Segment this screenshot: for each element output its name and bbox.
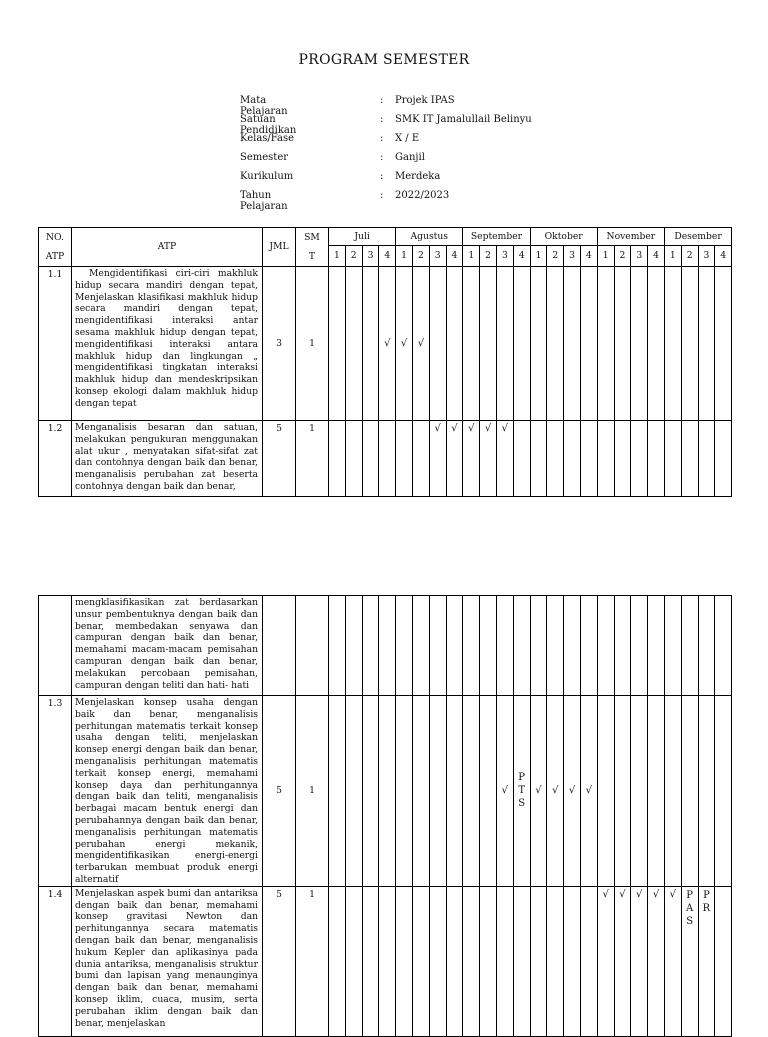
week-cell xyxy=(614,267,631,421)
week-cell xyxy=(379,886,396,1036)
week-number: 4 xyxy=(715,246,732,267)
week-cell xyxy=(631,596,648,696)
week-cell xyxy=(513,421,530,497)
atp-description: mengklasifikasikan zat berdasarkan unsur pembentuknya dengan baik dan benar, membedakan senyawa dan campuran dengan baik dan benar, memahami macam-macam pemisahan campuran dengan baik dan benar, melakukan percobaan pemisahan, campuran dengan teliti dan hati- hati xyxy=(72,596,263,696)
week-cell xyxy=(446,267,463,421)
week-number: 4 xyxy=(580,246,597,267)
week-cell xyxy=(513,267,530,421)
week-cell xyxy=(463,696,480,887)
week-check-mark: √ xyxy=(597,886,614,1036)
week-number: 3 xyxy=(698,246,715,267)
info-colon: : xyxy=(380,190,384,201)
week-number: 4 xyxy=(379,246,396,267)
row-smt: 1 xyxy=(296,696,329,887)
week-check-mark: √ xyxy=(379,267,396,421)
week-number: 2 xyxy=(547,246,564,267)
week-check-mark: √ xyxy=(463,421,480,497)
week-cell xyxy=(463,267,480,421)
week-check-mark: √ xyxy=(631,886,648,1036)
week-cell xyxy=(513,886,530,1036)
week-cell xyxy=(580,267,597,421)
week-cell xyxy=(530,596,547,696)
week-cell xyxy=(715,267,732,421)
week-cell xyxy=(530,421,547,497)
week-check-mark: √ xyxy=(664,886,681,1036)
week-number: 4 xyxy=(513,246,530,267)
week-cell xyxy=(345,596,362,696)
week-cell xyxy=(580,596,597,696)
week-cell xyxy=(379,421,396,497)
info-colon: : xyxy=(380,114,384,125)
week-cell xyxy=(564,267,581,421)
header-smt xyxy=(296,228,329,267)
week-check-mark: √ xyxy=(412,267,429,421)
week-cell xyxy=(580,421,597,497)
week-check-mark: √ xyxy=(564,696,581,887)
week-cell xyxy=(597,421,614,497)
week-number: 3 xyxy=(362,246,379,267)
week-cell xyxy=(664,696,681,887)
header-no-atp-text: ATP xyxy=(45,251,65,262)
week-cell xyxy=(362,886,379,1036)
header-no-text: NO. xyxy=(46,232,64,243)
week-cell xyxy=(648,696,665,887)
month-august: Agustus xyxy=(396,228,463,246)
week-cell xyxy=(345,421,362,497)
row-smt: 1 xyxy=(296,886,329,1036)
header-smt-text: SM xyxy=(304,232,320,243)
week-cell xyxy=(580,886,597,1036)
vertical-letter: S xyxy=(518,798,526,810)
week-number: 1 xyxy=(329,246,346,267)
week-cell xyxy=(446,886,463,1036)
row-number: 1.4 xyxy=(39,886,72,1036)
week-cell xyxy=(715,696,732,887)
info-label: Satuan Pendidikan xyxy=(240,114,297,136)
week-cell xyxy=(345,696,362,887)
week-cell xyxy=(715,421,732,497)
table-row xyxy=(39,596,732,696)
week-cell xyxy=(362,596,379,696)
week-cell xyxy=(345,886,362,1036)
week-cell xyxy=(480,696,497,887)
week-check-mark: √ xyxy=(530,696,547,887)
week-number: 1 xyxy=(597,246,614,267)
week-cell xyxy=(412,596,429,696)
info-value: Projek IPAS xyxy=(395,95,455,106)
week-number: 2 xyxy=(681,246,698,267)
row-smt: 1 xyxy=(296,421,329,497)
month-october: Oktober xyxy=(530,228,597,246)
week-cell xyxy=(681,596,698,696)
month-september: September xyxy=(463,228,530,246)
week-number: 3 xyxy=(564,246,581,267)
info-colon: : xyxy=(380,95,384,106)
week-cell xyxy=(396,886,413,1036)
week-cell xyxy=(681,696,698,887)
row-jml: 5 xyxy=(263,696,296,887)
row-smt xyxy=(296,596,329,696)
vertical-letter: P xyxy=(518,772,526,784)
row-jml: 5 xyxy=(263,421,296,497)
vertical-letter: P xyxy=(703,889,710,901)
week-cell xyxy=(429,596,446,696)
week-number: 1 xyxy=(463,246,480,267)
week-cell xyxy=(329,596,346,696)
atp-description: Menganalisis besaran dan satuan, melakukan pengukuran menggunakan alat ukur , menyatakan sifat-sifat zat dan contohnya dengan baik dan benar, menganalisis perubahan zat beserta contohnya dengan baik dan benar, xyxy=(72,421,263,497)
month-december: Desember xyxy=(664,228,731,246)
week-number: 3 xyxy=(429,246,446,267)
week-cell xyxy=(547,596,564,696)
week-number: 4 xyxy=(446,246,463,267)
week-cell xyxy=(396,421,413,497)
week-cell xyxy=(698,421,715,497)
week-cell xyxy=(715,596,732,696)
week-cell xyxy=(329,886,346,1036)
info-value: X / E xyxy=(395,133,420,144)
week-cell xyxy=(463,596,480,696)
week-cell xyxy=(547,267,564,421)
month-november: November xyxy=(597,228,664,246)
table-row xyxy=(39,696,732,887)
row-number: 1.1 xyxy=(39,267,72,421)
header-jml: JML xyxy=(263,228,296,267)
week-cell xyxy=(412,696,429,887)
info-value: 2022/2023 xyxy=(395,190,450,201)
week-number: 4 xyxy=(648,246,665,267)
week-cell xyxy=(614,421,631,497)
vertical-letter: R xyxy=(702,902,711,914)
week-number: 2 xyxy=(614,246,631,267)
info-label: Kurikulum xyxy=(240,171,294,182)
row-number xyxy=(39,596,72,696)
table-row xyxy=(39,267,732,421)
week-cell xyxy=(664,267,681,421)
week-cell xyxy=(362,421,379,497)
week-check-mark: √ xyxy=(496,421,513,497)
week-number: 2 xyxy=(345,246,362,267)
week-cell xyxy=(648,596,665,696)
week-cell xyxy=(480,596,497,696)
week-cell xyxy=(379,596,396,696)
week-number: 1 xyxy=(396,246,413,267)
vertical-letter: T xyxy=(518,785,525,797)
week-number: 1 xyxy=(530,246,547,267)
semester-table-part2 xyxy=(38,595,732,1037)
week-cell xyxy=(547,421,564,497)
week-check-mark: √ xyxy=(396,267,413,421)
week-cell xyxy=(429,886,446,1036)
week-check-mark: √ xyxy=(580,696,597,887)
week-check-mark: √ xyxy=(446,421,463,497)
header-atp: ATP xyxy=(72,228,263,267)
row-number: 1.3 xyxy=(39,696,72,887)
week-cell xyxy=(513,596,530,696)
info-label: Semester xyxy=(240,152,289,163)
week-cell xyxy=(329,696,346,887)
month-july: Juli xyxy=(329,228,396,246)
week-cell xyxy=(329,421,346,497)
week-check-mark: √ xyxy=(480,421,497,497)
week-cell xyxy=(379,696,396,887)
week-cell xyxy=(614,696,631,887)
week-cell xyxy=(664,421,681,497)
week-vertical-label xyxy=(698,886,715,1036)
week-number: 1 xyxy=(664,246,681,267)
week-cell xyxy=(446,596,463,696)
week-cell xyxy=(429,267,446,421)
week-cell xyxy=(597,596,614,696)
week-cell xyxy=(648,267,665,421)
week-check-mark: √ xyxy=(547,696,564,887)
week-cell xyxy=(362,267,379,421)
info-colon: : xyxy=(380,171,384,182)
row-jml xyxy=(263,596,296,696)
info-label: Mata Pelajaran xyxy=(240,95,288,117)
week-cell xyxy=(362,696,379,887)
week-number: 3 xyxy=(631,246,648,267)
week-cell xyxy=(631,696,648,887)
week-cell xyxy=(496,267,513,421)
week-cell xyxy=(412,421,429,497)
info-value: SMK IT Jamalullail Belinyu xyxy=(395,114,532,125)
week-check-mark: √ xyxy=(496,696,513,887)
week-cell xyxy=(496,886,513,1036)
row-smt: 1 xyxy=(296,267,329,421)
semester-table-part1 xyxy=(38,227,732,497)
week-cell xyxy=(681,267,698,421)
week-number: 2 xyxy=(412,246,429,267)
week-cell xyxy=(564,596,581,696)
week-check-mark: √ xyxy=(648,886,665,1036)
week-cell xyxy=(597,696,614,887)
vertical-letter: P xyxy=(686,889,693,901)
week-cell xyxy=(412,886,429,1036)
week-cell xyxy=(715,886,732,1036)
vertical-letter: A xyxy=(686,902,694,914)
atp-description: Menjelaskan konsep usaha dengan baik dan benar, menganalisis perhitungan matematis terkait konsep usaha dengan teliti, menjelaskan konsep energi dengan baik dan benar, menganalisis perhitungan matematis terkait konsep energi, memahami konsep daya dan perhitungannya dengan baik dan teliti, menganalisis berbagai macam bentuk energi dan perubahannya dengan baik dan benar, menganalisis perhitungan matematis perubahan energi mekanik, mengidentifikasikan energi-energi terbarukan membuat produk energi alternatif xyxy=(72,696,263,887)
header-no xyxy=(39,228,72,267)
week-cell xyxy=(480,267,497,421)
info-label: Tahun Pelajaran xyxy=(240,190,288,212)
week-cell xyxy=(429,696,446,887)
week-cell xyxy=(446,696,463,887)
table-row xyxy=(39,886,732,1036)
week-cell xyxy=(698,696,715,887)
row-jml: 3 xyxy=(263,267,296,421)
week-cell xyxy=(463,886,480,1036)
info-value: Merdeka xyxy=(395,171,441,182)
info-colon: : xyxy=(380,152,384,163)
week-cell xyxy=(396,596,413,696)
week-cell xyxy=(564,421,581,497)
week-cell xyxy=(547,886,564,1036)
page-title: PROGRAM SEMESTER xyxy=(298,52,470,68)
week-check-mark: √ xyxy=(429,421,446,497)
week-cell xyxy=(530,267,547,421)
week-number: 2 xyxy=(480,246,497,267)
week-cell xyxy=(564,886,581,1036)
info-label: Kelas/Fase xyxy=(240,133,295,144)
vertical-letter: S xyxy=(686,915,694,927)
week-cell xyxy=(530,886,547,1036)
atp-description: Menjelaskan aspek bumi dan antariksa dengan baik dan benar, memahami konsep gravitasi Newton dan perhitungannya secara matematis dengan baik dan benar, menganalisis hukum Kepler dan aplikasinya pada dunia antariksa, menganalisis struktur bumi dan lapisan yang menaunginya dengan baik dan benar, memahami konsep iklim, cuaca, musim, serta perubahan iklim dengan baik dan benar, menjelaskan xyxy=(72,886,263,1036)
week-cell xyxy=(648,421,665,497)
week-number: 3 xyxy=(496,246,513,267)
week-cell xyxy=(631,267,648,421)
week-cell xyxy=(698,596,715,696)
week-cell xyxy=(345,267,362,421)
row-number: 1.2 xyxy=(39,421,72,497)
week-vertical-label xyxy=(681,886,698,1036)
atp-description: Mengidentifikasi ciri-ciri makhluk hidup secara mandiri dengan tepat, Menjelaskan klasifikasi makhluk hidup secara mandiri dengan tepat, mengidentifikasi interaksi antar sesama makhluk hidup dengan tepat, mengidentifikasi interaksi antara makhluk hidup dan lingkungan „ mengidentifikasi tingkatan interaksi makhluk hidup dan mendeskripsikan konsep ekologi dalam makhluk hidup dengan tepat xyxy=(72,267,263,421)
week-cell xyxy=(681,421,698,497)
week-cell xyxy=(664,596,681,696)
table-row xyxy=(39,421,732,497)
header-smt-text-b: T xyxy=(308,251,316,262)
week-cell xyxy=(597,267,614,421)
week-cell xyxy=(631,421,648,497)
week-cell xyxy=(496,596,513,696)
week-cell xyxy=(329,267,346,421)
week-cell xyxy=(698,267,715,421)
week-vertical-label xyxy=(513,696,530,887)
week-cell xyxy=(614,596,631,696)
info-value: Ganjil xyxy=(395,152,425,163)
row-jml: 5 xyxy=(263,886,296,1036)
week-cell xyxy=(480,886,497,1036)
week-check-mark: √ xyxy=(614,886,631,1036)
info-colon: : xyxy=(380,133,384,144)
week-cell xyxy=(396,696,413,887)
